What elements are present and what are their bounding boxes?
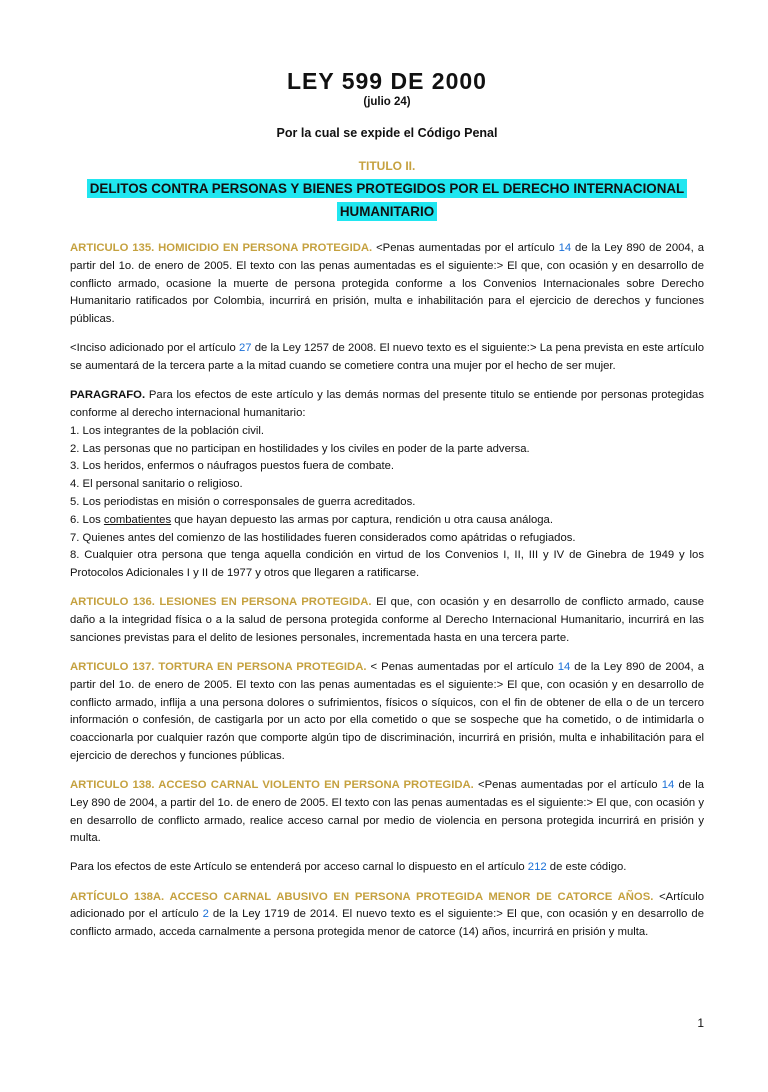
article-138-text-b: de la Ley 890 de 2004, a partir del 1o. de enero de 2005. El texto con las penas aumentadas es el siguiente:> El que, con ocasión y en desarrollo de conflicto armado, realice acceso carnal por medio de violencia en persona protegida incurrirá en prisión y multa. [70,779,704,845]
article-135 [70,240,704,329]
article-137-text-a: < Penas aumentadas por el artículo [366,660,558,673]
article-138-note [70,859,704,877]
combatientes-link[interactable]: combatientes [103,513,172,526]
article-136-text: El que, con ocasión y en desarrollo de conflicto armado, cause daño a la integridad física o a la salud de persona protegida conforme al Derecho Internacional Humanitario, incurrirá en las sanciones previstas para el delito de lesiones personales, incrementada hasta en una tercera parte. [70,596,704,644]
list-item: 3. Los heridos, enfermos o náufragos puestos fuera de combate. [70,460,395,473]
article-135-heading: ARTICULO 135. HOMICIDIO EN PERSONA PROTEGIDA. [70,242,373,254]
list-item-6-b: que hayan depuesto las armas por captura, rendición u otra causa análoga. [171,513,553,526]
article-137 [70,659,704,766]
law-title: LEY 599 DE 2000 [287,68,487,94]
title-heading: DELITOS CONTRA PERSONAS Y BIENES PROTEGIDOS POR EL DERECHO INTERNACIONAL HUMANITARIO [87,179,687,221]
list-item: 5. Los periodistas en misión o corresponsales de guerra acreditados. [70,495,416,508]
inciso-text-a: <Inciso adicionado por el artículo [70,342,239,355]
paragrafo [70,387,704,583]
list-item: 2. Las personas que no participan en hostilidades y los civiles en poder de la parte adversa. [70,442,530,455]
paragrafo-label: PARAGRAFO. [70,389,146,402]
law-date: (julio 24) [363,96,411,108]
article-138 [70,777,704,848]
law-subtitle: Por la cual se expide el Código Penal [276,126,498,140]
article-137-link[interactable]: 14 [557,660,571,673]
article-135-text-a: <Penas aumentadas por el artículo [372,242,559,254]
article-138a-heading: ARTÍCULO 138A. ACCESO CARNAL ABUSIVO EN PERSONA PROTEGIDA MENOR DE CATORCE AÑOS. [70,890,654,903]
article-136-heading: ARTICULO 136. LESIONES EN PERSONA PROTEGIDA. [70,596,372,609]
article-138a-text-a: <Artículo adicionado por el artículo [70,890,704,921]
article-135-link[interactable]: 14 [558,242,572,254]
paragrafo-text: Para los efectos de este artículo y las demás normas del presente titulo se entiende por personas protegidas conforme al derecho internacional humanitario: [70,389,704,419]
article-137-text-b: de la Ley 890 de 2004, a partir del 1o. de enero de 2005. El texto con las penas aumentadas es el siguiente:> El que, con ocasión y en desarrollo de conflicto armado, inflija a una persona dolores o sufrimientos, físicos o síquicos, con el fin de obtener de ella o de un tercero información o confesión, de castigarla por un acto por ella cometido o que se sospeche que ha cometido, o de intimidarla o coaccionarla por cualquier razón que comporte algún tipo de discriminación, incurrirá en prisión, multa e inhabilitación para el ejercicio de derechos y funciones públicas. [70,660,705,762]
article-138a [70,889,704,942]
article-135-text-b: de la Ley 890 de 2004, a partir del 1o. de enero de 2005. El texto con las penas aumentadas es el siguiente:> El que, con ocasión y en desarrollo de conflicto armado, ocasione la muerte de persona protegida conforme a los Convenios Internacionales sobre Derecho Humanitario ratificados por Colombia, incurrirá en prisión, multa e inhabilitación para el ejercicio de derechos y funciones públicas. [70,242,704,326]
article-138-note-text-a: Para los efectos de este Artículo se entenderá por acceso carnal lo dispuesto en el artículo [70,861,528,874]
title-number: TITULO II. [358,159,416,173]
document-page [0,68,768,1092]
inciso-paragraph [70,340,704,376]
page-number: 1 [697,1016,704,1030]
list-item-8: 8. Cualquier otra persona que tenga aquella condición en virtud de los Convenios I, II, III y IV de Ginebra de 1949 y los Protocolos Adicionales I y II de 1977 y otros que llegaren a ratificarse. [70,549,704,580]
article-138-heading: ARTICULO 138. ACCESO CARNAL VIOLENTO EN PERSONA PROTEGIDA. [70,779,474,791]
list-item-7: 7. Quienes antes del comienzo de las hostilidades fueren considerados como apátridas o refugiados. [70,531,576,544]
article-138-link[interactable]: 14 [661,779,675,791]
article-138-text-a: <Penas aumentadas por el artículo [473,779,662,791]
list-item: 1. Los integrantes de la población civil. [70,424,265,437]
article-212-link[interactable]: 212 [527,861,547,874]
article-136 [70,594,704,647]
article-138-note-text-b: de este código. [546,861,627,874]
title-heading-block [70,177,704,223]
article-138a-text-b: de la Ley 1719 de 2014. El nuevo texto es el siguiente:> El que, con ocasión y en desarrollo de conflicto armado, acceda carnalmente a persona protegida menor de catorce (14) años, incurrirá en prisión y multa. [70,908,704,939]
list-item-6-a: 6. Los [70,513,104,526]
inciso-text-b: de la Ley 1257 de 2008. El nuevo texto es el siguiente:> La pena prevista en este artículo se aumentará de la tercera parte a la mitad cuando se cometiere contra una mujer por el hecho de ser mujer. [70,342,704,373]
article-138a-link[interactable]: 2 [202,908,209,921]
list-item: 4. El personal sanitario o religioso. [70,478,243,491]
inciso-link[interactable]: 27 [238,342,252,355]
article-137-heading: ARTICULO 137. TORTURA EN PERSONA PROTEGIDA. [70,660,367,673]
